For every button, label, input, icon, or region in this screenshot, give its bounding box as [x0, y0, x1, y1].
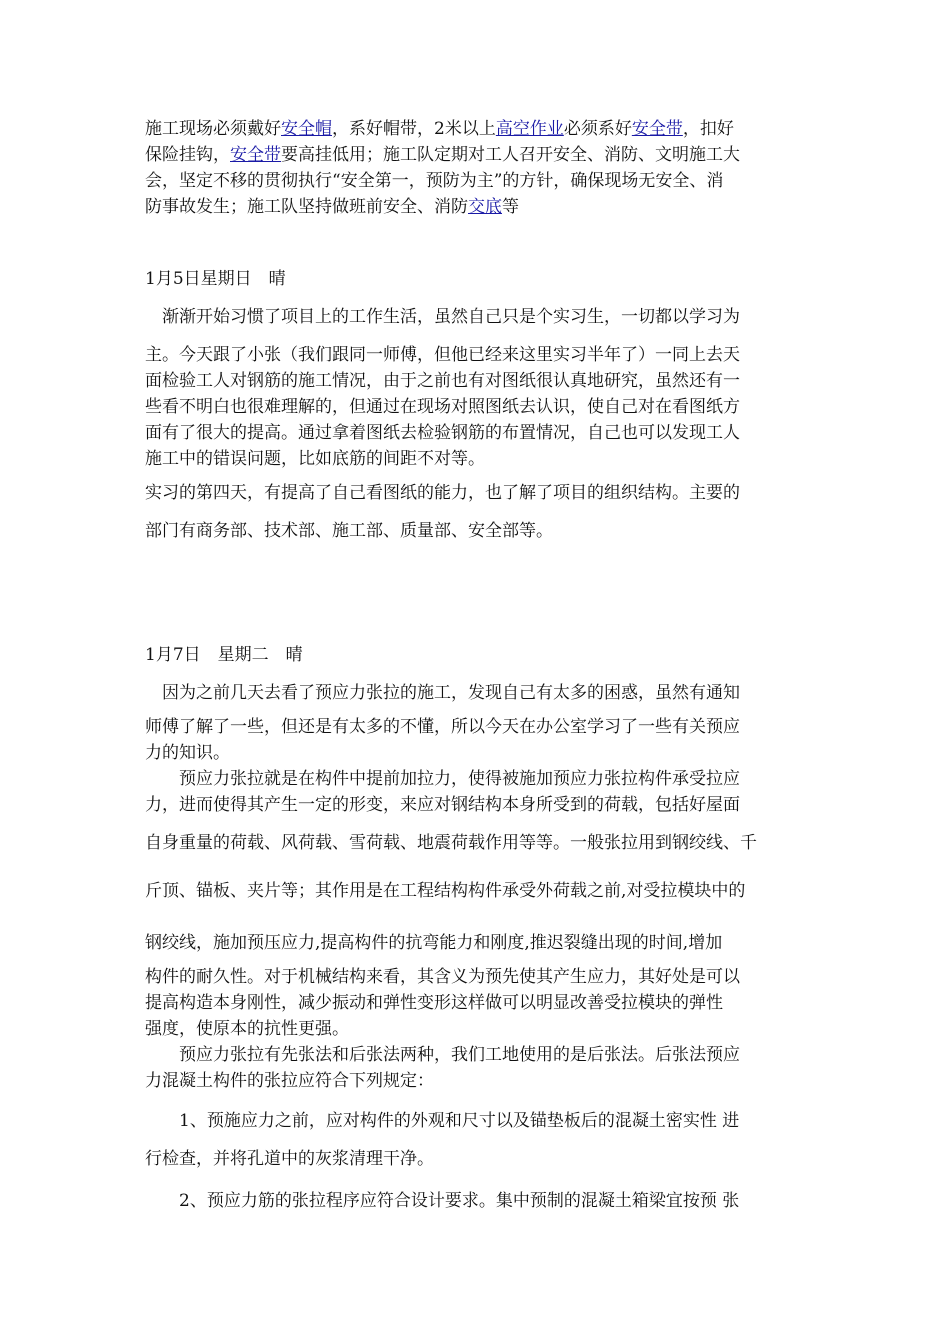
- safety-line-4: 防事故发生；施工队坚持做班前安全、消防交底等: [145, 197, 519, 217]
- entry1-paragraph: [145, 342, 810, 472]
- entry2-line: 预应力张拉有先张法和后张法两种，我们工地使用的是后张法。后张法预应: [145, 1045, 740, 1065]
- entry1-line: 渐渐开始习惯了项目上的工作生活，虽然自己只是个实习生，一切都以学习为: [145, 307, 740, 327]
- entry2-line: 力的知识。: [145, 743, 230, 763]
- entry2-date: 1月7日 星期二 晴: [145, 645, 303, 665]
- entry2-line: 2、预应力筋的张拉程序应符合设计要求。集中预制的混凝土箱梁宜按预 张: [145, 1191, 740, 1211]
- safety-line-2: 保险挂钩，安全带要高挂低用；施工队定期对工人召开安全、消防、文明施工大: [145, 145, 740, 165]
- entry2-line: 斤顶、锚板、夹片等；其作用是在工程结构构件承受外荷载之前,对受拉模块中的: [145, 881, 746, 901]
- entry1-line: 些看不明白也很难理解的，但通过在现场对照图纸去认识，使自己对在看图纸方: [145, 397, 740, 417]
- safety-line-3: 会，坚定不移的贯彻执行“安全第一，预防为主”的方针，确保现场无安全、消: [145, 171, 724, 191]
- entry1-line: 面有了很大的提高。通过拿着图纸去检验钢筋的布置情况，自己也可以发现工人: [145, 423, 740, 443]
- safety-paragraph: [145, 116, 810, 220]
- entry2-line: 预应力张拉就是在构件中提前加拉力，使得被施加预应力张拉构件承受拉应: [145, 769, 740, 789]
- entry2-paragraph: [145, 714, 810, 818]
- link-safety-belt[interactable]: 安全带: [631, 119, 683, 139]
- link-safety-belt-2[interactable]: 安全带: [230, 145, 281, 165]
- entry1-date: 1月5日星期日 晴: [145, 269, 286, 289]
- entry2-line: 力混凝土构件的张拉应符合下列规定：: [145, 1071, 434, 1091]
- entry2-line: 因为之前几天去看了预应力张拉的施工，发现自己有太多的困惑，虽然有通知: [145, 683, 740, 703]
- entry2-line: 钢绞线，施加预压应力,提高构件的抗弯能力和刚度,推迟裂缝出现的时间,增加: [145, 933, 723, 953]
- entry2-line: 师傅了解了一些，但还是有太多的不懂，所以今天在办公室学习了一些有关预应: [145, 717, 740, 737]
- entry1-line: 实习的第四天，有提高了自己看图纸的能力，也了解了项目的组织结构。主要的: [145, 483, 740, 503]
- entry1-line: 部门有商务部、技术部、施工部、质量部、安全部等。: [145, 521, 553, 541]
- entry1-line: 主。今天跟了小张（我们跟同一师傅，但他已经来这里实习半年了）一同上去天: [145, 345, 740, 365]
- entry2-line: 1、预施应力之前，应对构件的外观和尺寸以及锚垫板后的混凝土密实性 进: [145, 1111, 740, 1131]
- entry1-line: 施工中的错误问题，比如底筋的间距不对等。: [145, 449, 485, 469]
- safety-line-1: 施工现场必须戴好安全帽，系好帽带，2米以上高空作业必须系好安全带，扣好: [145, 119, 734, 139]
- entry2-line: 提高构造本身刚性，减少振动和弹性变形这样做可以明显改善受拉模块的弹性: [145, 993, 723, 1013]
- entry2-line: 强度，使原本的抗性更强。: [145, 1019, 349, 1039]
- entry2-line: 构件的耐久性。对于机械结构来看，其含义为预先使其产生应力，其好处是可以: [145, 967, 740, 987]
- entry2-line: 力，进而使得其产生一定的形变，来应对钢结构本身所受到的荷载，包括好屋面: [145, 795, 740, 815]
- entry2-line: 行检查，并将孔道中的灰浆清理干净。: [145, 1149, 434, 1169]
- link-briefing[interactable]: 交底: [468, 197, 502, 217]
- link-safety-helmet[interactable]: 安全帽: [281, 119, 332, 139]
- entry2-line: 自身重量的荷载、风荷载、雪荷载、地震荷载作用等等。一般张拉用到钢绞线、千: [145, 833, 757, 853]
- entry2-paragraph: [145, 964, 810, 1094]
- entry1-line: 面检验工人对钢筋的施工情况，由于之前也有对图纸很认真地研究，虽然还有一: [145, 371, 740, 391]
- document-page: [145, 0, 810, 1344]
- link-work-at-height[interactable]: 高空作业: [495, 119, 564, 139]
